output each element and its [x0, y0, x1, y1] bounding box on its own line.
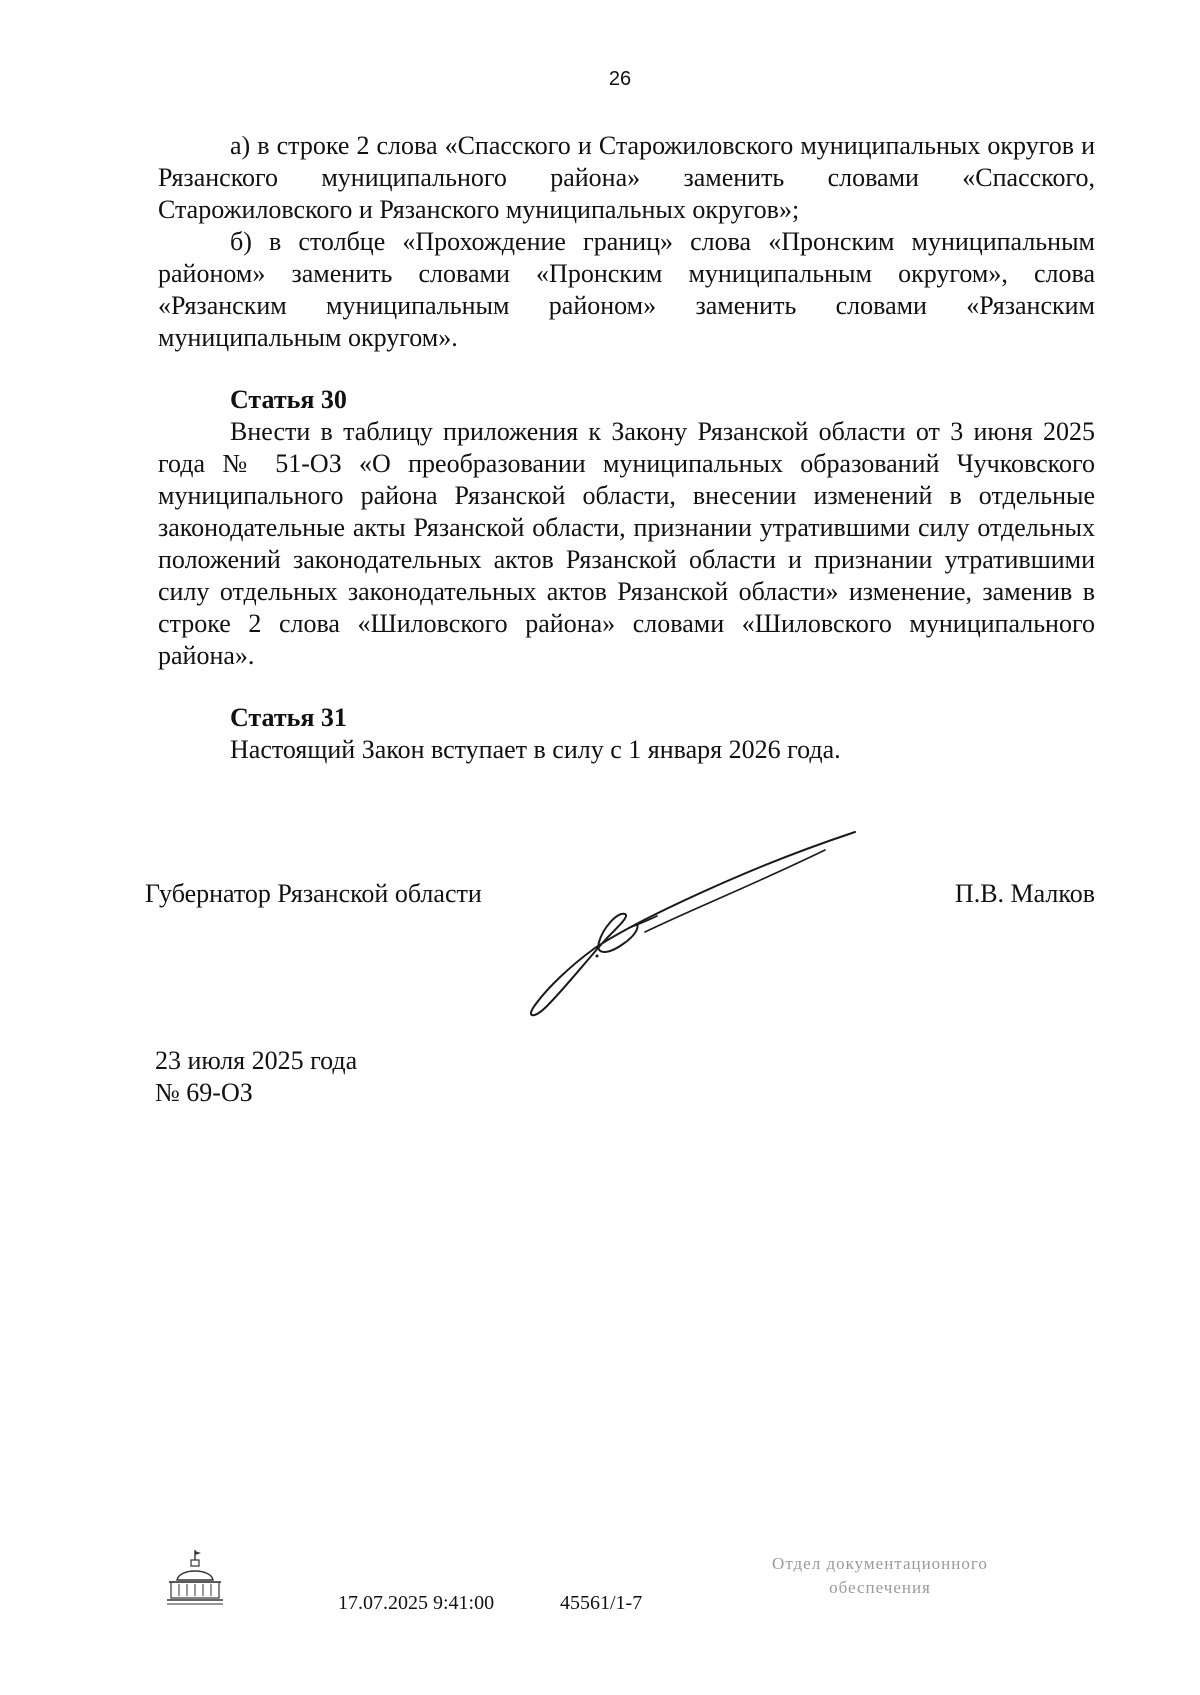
- article-30-heading: Статья 30: [230, 385, 347, 414]
- stamp-line-1: Отдел документационного: [772, 1554, 988, 1573]
- footer-datetime: 17.07.2025 9:41:00: [338, 1592, 495, 1614]
- article-31-text: Настоящий Закон вступает в силу с 1 января 2026 года.: [230, 735, 841, 764]
- article-31-heading: Статья 31: [230, 703, 347, 732]
- duma-building-logo-icon: [165, 1548, 225, 1610]
- paragraph-a: а) в строке 2 слова «Спасского и Старожиловского муниципальных округов и Рязанского муниципального района» заменить словами «Спасского, Старожиловского и Рязанского муниципальных округов»;: [158, 131, 1095, 224]
- footer-code: 45561/1-7: [560, 1592, 643, 1614]
- date-block: [155, 1045, 357, 1109]
- signer-position: Губернатор Рязанской области: [145, 879, 482, 908]
- handwritten-signature: [525, 820, 865, 1020]
- page-number: 26: [608, 68, 632, 90]
- document-body: [158, 130, 1095, 766]
- department-stamp: [700, 1552, 1060, 1600]
- law-number: № 69-ОЗ: [155, 1078, 253, 1107]
- article-30-text: Внести в таблицу приложения к Закону Рязанской области от 3 июня 2025 года № 51-ОЗ «О преобразовании муниципальных образований Чучковского муниципального района Рязанской области, внесении изменений в отдельные законодательные акты Рязанской области, признании утратившими силу отдельных положений законодательных актов Рязанской области и признании утратившими силу отдельных законодательных актов Рязанской области» изменение, заменив в строке 2 слова «Шиловского района» словами «Шиловского муниципального района».: [158, 417, 1095, 670]
- stamp-line-2: обеспечения: [829, 1578, 931, 1597]
- signing-date: 23 июля 2025 года: [155, 1046, 358, 1075]
- signer-name: П.В. Малков: [954, 879, 1095, 908]
- paragraph-b: б) в столбце «Прохождение границ» слова «Пронским муниципальным районом» заменить словами «Пронским муниципальным округом», слова «Рязанским муниципальным районом» заменить словами «Рязанским муниципальным округом».: [158, 227, 1095, 352]
